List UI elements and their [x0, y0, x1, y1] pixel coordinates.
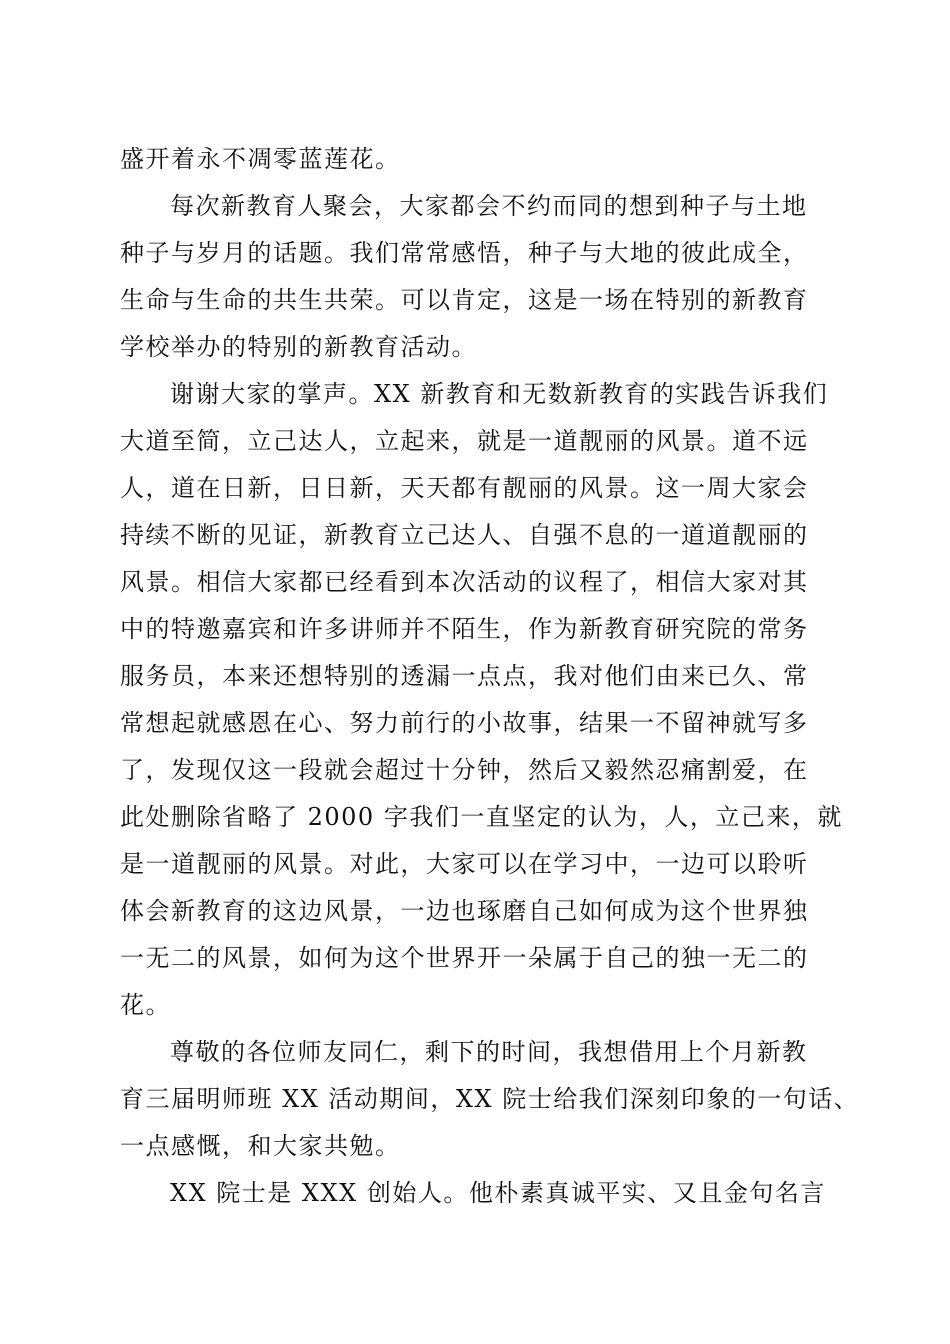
text-line: 种子与岁月的话题。我们常常感悟，种子与大地的彼此成全，	[120, 239, 809, 267]
text-line: 人，道在日新，日日新，天天都有靓丽的风景。这一周大家会	[120, 474, 809, 502]
text-line: 一点感慨，和大家共勉。	[120, 1132, 401, 1160]
text-line: 此处删除省略了 2000 字我们一直坚定的认为，人，立己来，就	[120, 803, 843, 831]
text-line: 花。	[120, 991, 171, 1019]
document-body	[120, 136, 860, 1217]
text-line: 育三届明师班 XX 活动期间，XX 院士给我们深刻印象的一句话、	[120, 1085, 860, 1113]
paragraph-first-line: 尊敬的各位师友同仁，剩下的时间，我想借用上个月新教	[170, 1038, 808, 1066]
text-line: 了，发现仅这一段就会超过十分钟，然后又毅然忍痛割爱，在	[120, 756, 809, 784]
text-line: 常想起就感恩在心、努力前行的小故事，结果一不留神就写多	[120, 709, 809, 737]
text-line: 大道至简，立己达人，立起来，就是一道靓丽的风景。道不远	[120, 427, 809, 455]
paragraph-first-line: 谢谢大家的掌声。XX 新教育和无数新教育的实践告诉我们	[170, 380, 829, 408]
text-line: 是一道靓丽的风景。对此，大家可以在学习中，一边可以聆听	[120, 850, 809, 878]
text-line: 一无二的风景，如何为这个世界开一朵属于自己的独一无二的	[120, 944, 809, 972]
text-line: 风景。相信大家都已经看到本次活动的议程了，相信大家对其	[120, 568, 809, 596]
text-line: 持续不断的见证，新教育立己达人、自强不息的一道道靓丽的	[120, 521, 809, 549]
paragraph-first-line: 每次新教育人聚会，大家都会不约而同的想到种子与土地	[170, 192, 808, 220]
paragraph-first-line: XX 院士是 XXX 创始人。他朴素真诚平实、又且金句名言	[170, 1179, 826, 1207]
text-line: 体会新教育的这边风景，一边也琢磨自己如何成为这个世界独	[120, 897, 809, 925]
text-line: 学校举办的特别的新教育活动。	[120, 333, 477, 361]
text-line: 生命与生命的共生共荣。可以肯定，这是一场在特别的新教育	[120, 286, 809, 314]
text-line: 服务员，本来还想特别的透漏一点点，我对他们由来已久、常	[120, 662, 809, 690]
text-line: 中的特邀嘉宾和许多讲师并不陌生，作为新教育研究院的常务	[120, 615, 809, 643]
text-line: 盛开着永不凋零蓝莲花。	[120, 145, 401, 173]
